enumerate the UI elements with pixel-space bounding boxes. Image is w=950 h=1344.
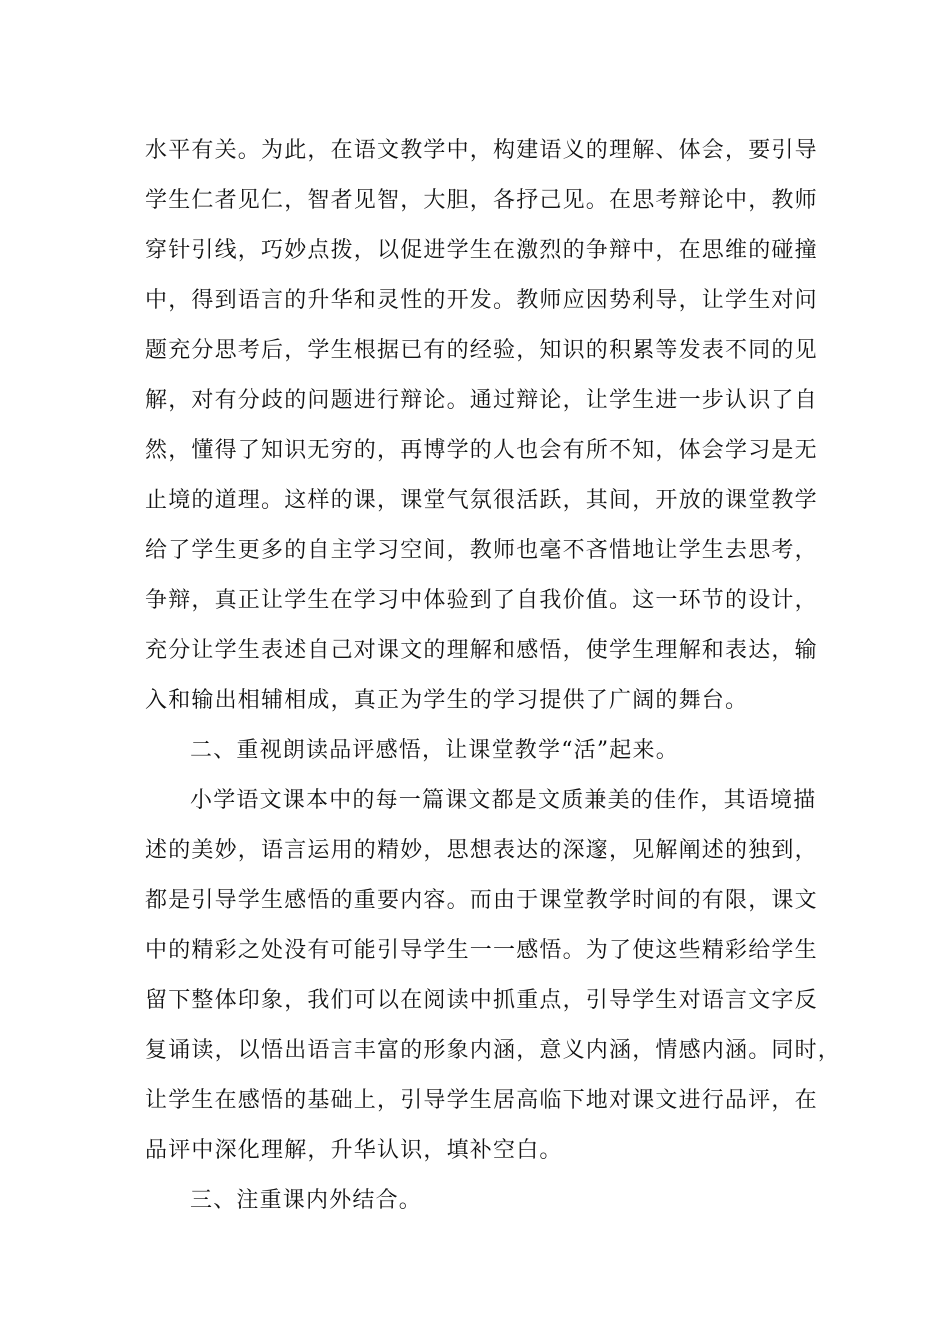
text-line: 止境的道理。这样的课，课堂气氛很活跃，其间，开放的课堂教学 xyxy=(145,488,818,513)
text-line: 品评中深化理解，升华认识，填补空白。 xyxy=(145,1138,563,1163)
text-line: 留下整体印象，我们可以在阅读中抓重点，引导学生对语言文字反 xyxy=(145,988,818,1013)
text-line: 都是引导学生感悟的重要内容。而由于课堂教学时间的有限，课文 xyxy=(145,888,818,913)
text-line: 入和输出相辅相成，真正为学生的学习提供了广阔的舞台。 xyxy=(145,688,749,713)
text-line: 题充分思考后，学生根据已有的经验，知识的积累等发表不同的见 xyxy=(145,338,818,363)
text-line: 充分让学生表述自己对课文的理解和感悟，使学生理解和表达，输 xyxy=(145,638,818,663)
paragraph-first-line: 小学语文课本中的每一篇课文都是文质兼美的佳作，其语境描 xyxy=(190,788,817,813)
text-line: 中的精彩之处没有可能引导学生一一感悟。为了使这些精彩给学生 xyxy=(145,938,818,963)
text-line: 述的美妙，语言运用的精妙，思想表达的深邃，见解阐述的独到， xyxy=(145,838,818,863)
text-line: 水平有关。为此，在语文教学中，构建语义的理解、体会，要引导 xyxy=(145,138,818,163)
text-line: 穿针引线，巧妙点拨，以促进学生在激烈的争辩中，在思维的碰撞 xyxy=(145,238,818,263)
text-line: 然，懂得了知识无穷的，再博学的人也会有所不知，体会学习是无 xyxy=(145,438,818,463)
section-heading-3: 三、注重课内外结合。 xyxy=(190,1188,423,1213)
text-line: 复诵读，以悟出语言丰富的形象内涵，意义内涵，情感内涵。同时， xyxy=(145,1038,842,1063)
text-line: 中，得到语言的升华和灵性的开发。教师应因势利导，让学生对问 xyxy=(145,288,818,313)
section-heading-2: 二、重视朗读品评感悟，让课堂教学“活”起来。 xyxy=(190,738,679,763)
text-line: 学生仁者见仁，智者见智，大胆，各抒己见。在思考辩论中，教师 xyxy=(145,188,818,213)
text-line: 解，对有分歧的问题进行辩论。通过辩论，让学生进一步认识了自 xyxy=(145,388,818,413)
text-line: 让学生在感悟的基础上，引导学生居高临下地对课文进行品评，在 xyxy=(145,1088,818,1113)
text-line: 争辩，真正让学生在学习中体验到了自我价值。这一环节的设计， xyxy=(145,588,818,613)
text-line: 给了学生更多的自主学习空间，教师也毫不吝惜地让学生去思考， xyxy=(145,538,818,563)
